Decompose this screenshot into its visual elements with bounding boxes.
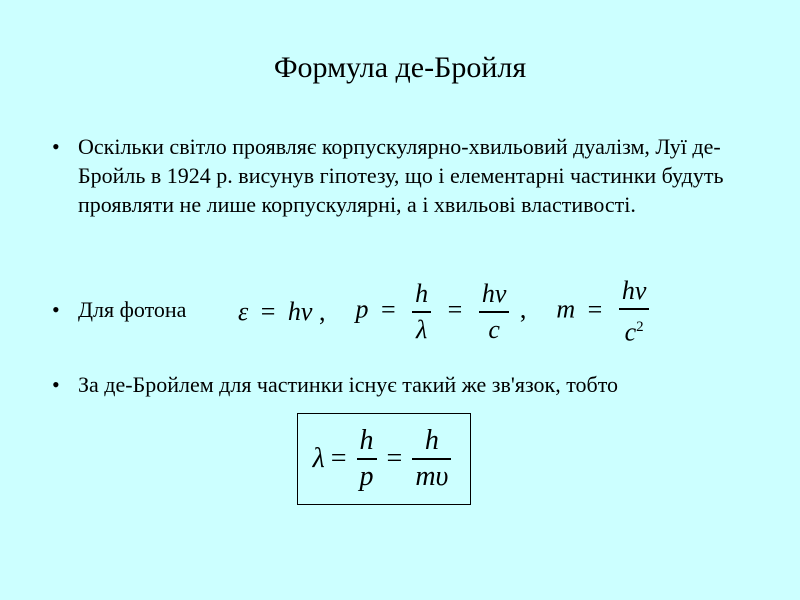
numerator: hν <box>481 279 507 309</box>
numerator: h <box>359 425 374 457</box>
bullet-item-1 <box>52 132 752 219</box>
equals-sign: = <box>380 294 396 324</box>
fraction-hnu-over-c <box>479 277 510 347</box>
exponent: 2 <box>636 318 644 335</box>
denominator: c <box>488 314 500 344</box>
energy-formula <box>238 297 325 327</box>
denominator: mυ <box>415 460 449 492</box>
fraction-h-over-lambda <box>412 277 431 347</box>
de-broglie-formula-box <box>297 413 471 505</box>
momentum-lhs: p <box>355 294 369 324</box>
bullet-marker: • <box>52 372 60 397</box>
bullet-text: Для фотона <box>78 297 187 322</box>
momentum-formula <box>355 277 526 347</box>
numerator: h <box>415 279 429 309</box>
mass-lhs: m <box>556 294 576 324</box>
separator-comma: , <box>519 294 527 324</box>
bullet-text: За де-Бройлем для частинки існує такий же зв'язок, тобто <box>78 372 619 397</box>
denominator <box>622 310 647 350</box>
energy-lhs: ε <box>238 297 249 326</box>
denominator: λ <box>416 314 428 344</box>
equals-sign: = <box>587 294 603 324</box>
equals-sign: = <box>260 297 276 326</box>
bullet-marker: • <box>52 134 60 159</box>
equals-sign: = <box>447 294 463 324</box>
mass-formula <box>556 274 653 349</box>
denominator-base: c <box>624 317 637 347</box>
fraction-hnu-over-c-squared <box>619 274 650 349</box>
bullet-item-3 <box>52 370 752 399</box>
fraction-h-over-p <box>357 424 377 494</box>
photon-formulas <box>238 272 653 352</box>
bullet-marker: • <box>52 297 60 322</box>
separator-comma: , <box>318 297 326 326</box>
bullet-text: Оскільки світло проявляє корпускулярно-хвильовий дуалізм, Луї де-Бройль в 1924 р. висунув гіпотезу, що і елементарні частинки будуть проявляти не лише корпускулярні, а і хвильові властивості. <box>78 134 724 217</box>
equals-sign: = <box>386 443 403 474</box>
numerator: h <box>424 425 439 457</box>
energy-rhs: hν <box>287 297 313 326</box>
numerator: hν <box>621 276 647 306</box>
equals-sign: = <box>330 443 347 474</box>
denominator: p <box>359 460 374 492</box>
slide-title: Формула де-Бройля <box>273 51 527 84</box>
fraction-h-over-mv <box>412 424 451 494</box>
de-broglie-lhs: λ <box>312 443 325 474</box>
